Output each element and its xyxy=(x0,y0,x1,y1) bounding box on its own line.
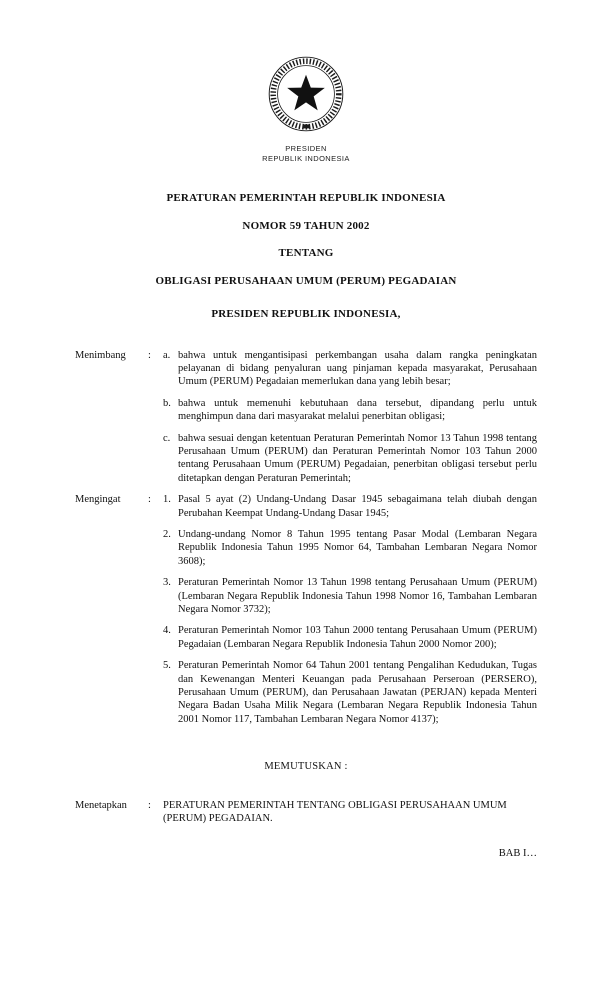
item-marker: 1. xyxy=(163,494,171,506)
mengingat-items xyxy=(163,493,537,734)
page-continuation: BAB I… xyxy=(498,848,537,860)
list-item xyxy=(163,576,537,616)
memutuskan-heading: MEMUTUSKAN : xyxy=(264,761,348,773)
seal-caption xyxy=(75,144,537,163)
title-block xyxy=(75,193,537,287)
list-item xyxy=(163,528,537,568)
title-line-2: NOMOR 59 TAHUN 2002 xyxy=(242,219,370,232)
item-text: Undang-undang Nomor 8 Tahun 1995 tentang Pasar Modal (Lembaran Negara Republik Indonesia Tahun 1995 Nomor 64, Tambahan Lembaran Negara Nomor 3608); xyxy=(178,528,537,567)
mengingat-label: Mengingat xyxy=(75,494,121,506)
seal-caption-line1: PRESIDEN xyxy=(285,144,327,153)
item-text: Peraturan Pemerintah Nomor 64 Tahun 2001 tentang Pengalihan Kedudukan, Tugas dan Kewenangan Menteri Keuangan pada Perusahaan Perseroan (PERSERO), Perusahaan Umum (PERUM), dan Perusahaan Jawatan (PERJAN) kepada Menteri Negara Badan Usaha Milik Negara (Lembaran Negara Republik Indonesia Tahun 2001 Nomor 117, Tambahan Lembaran Negara Nomor 4137); xyxy=(178,660,537,725)
mengingat-colon: : xyxy=(148,494,151,506)
item-text: Peraturan Pemerintah Nomor 13 Tahun 1998 tentang Perusahaan Umum (PERUM) (Lembaran Negara Republik Indonesia Tahun 1998 Nomor 16, Tambahan Lembaran Negara Nomor 3732); xyxy=(178,577,537,615)
item-marker: 5. xyxy=(163,660,171,672)
item-marker: c. xyxy=(163,432,171,444)
title-line-3: TENTANG xyxy=(278,247,334,259)
item-marker: 4. xyxy=(163,625,171,637)
menimbang-items xyxy=(163,349,537,494)
menetapkan-section xyxy=(75,799,537,826)
menetapkan-text: PERATURAN PEMERINTAH TENTANG OBLIGASI PERUSAHAAN UMUM (PERUM) PEGADAIAN. xyxy=(163,799,507,825)
item-marker: 2. xyxy=(163,528,171,540)
list-item xyxy=(163,659,537,726)
item-text: Pasal 5 ayat (2) Undang-Undang Dasar 1945 sebagaimana telah diubah dengan Perubahan Keempat Undang-Undang Dasar 1945; xyxy=(178,494,537,519)
seal-block xyxy=(75,54,537,163)
item-text: bahwa untuk memenuhi kebutuhaan dana tersebut, dipandang perlu untuk menghimpun dana dari masyarakat melalui penerbitan obligasi; xyxy=(178,397,537,423)
item-text: bahwa untuk mengantisipasi perkembangan usaha dalam rangka peningkatan pelayanan di bidang penyaluran uang pinjaman kepada masyarakat, Perusahaan Umum (PERUM) Pegadaian memerlukan dana yang lebih besar; xyxy=(178,349,537,388)
list-item xyxy=(163,624,537,651)
menetapkan-colon: : xyxy=(148,799,151,811)
seal-caption-line2: REPUBLIK INDONESIA xyxy=(262,153,350,163)
item-marker: 3. xyxy=(163,577,171,589)
item-marker: b. xyxy=(163,397,171,409)
title-line-4: OBLIGASI PERUSAHAAN UMUM (PERUM) PEGADAIAN xyxy=(155,274,457,287)
menetapkan-label: Menetapkan xyxy=(75,799,127,811)
menimbang-colon: : xyxy=(148,349,151,361)
salutation: PRESIDEN REPUBLIK INDONESIA, xyxy=(211,307,401,320)
menimbang-section xyxy=(75,349,537,494)
list-item xyxy=(163,397,537,424)
title-line-1: PERATURAN PEMERINTAH REPUBLIK INDONESIA xyxy=(166,192,446,204)
menimbang-label: Menimbang xyxy=(75,349,126,361)
list-item xyxy=(163,432,537,486)
list-item xyxy=(163,349,537,389)
preamble xyxy=(75,349,537,861)
item-marker: a. xyxy=(163,349,171,361)
item-text: Peraturan Pemerintah Nomor 103 Tahun 2000 tentang Perusahaan Umum (PERUM) Pegadaian (Lembaran Negara Republik Indonesia Tahun 2000 Nomor 200); xyxy=(178,625,537,650)
list-item xyxy=(163,493,537,520)
item-text: bahwa sesuai dengan ketentuan Peraturan Pemerintah Nomor 13 Tahun 1998 tentang Perusahaan Umum (PERUM) dan Peraturan Pemerintah Nomor 103 Tahun 2000 tentang Perusahaan Umum (PERUM) Pegadaian, penerbitan obligasi tersebut perlu ditetapkan dengan Peraturan Pemerintah; xyxy=(178,432,537,484)
presidential-seal-icon xyxy=(266,54,346,139)
mengingat-section xyxy=(75,493,537,734)
